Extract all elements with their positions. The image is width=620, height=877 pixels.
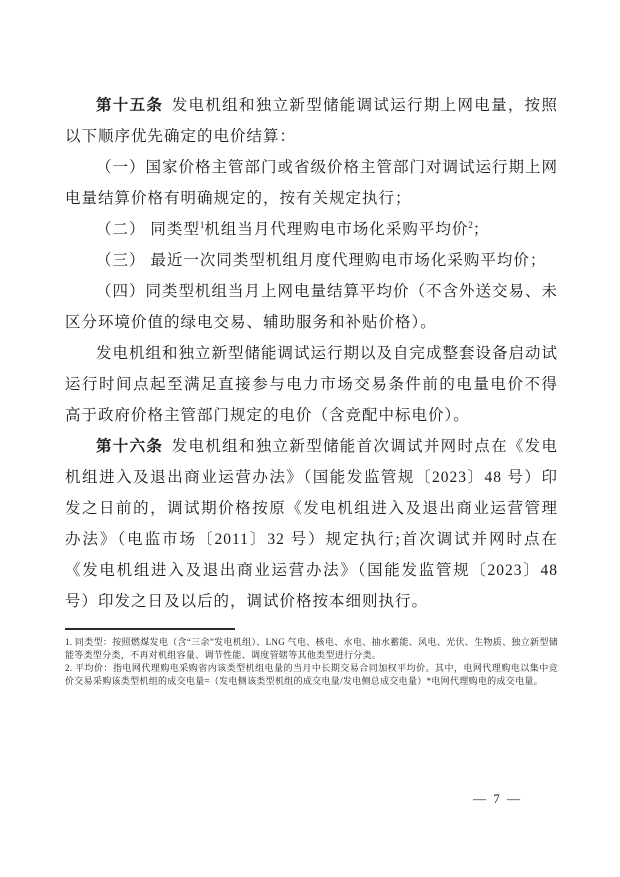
paragraph-text: ； [472, 221, 490, 238]
article-number: 第十六条 [96, 438, 164, 455]
footnote: 1. 同类型：按照燃煤发电（含“三余”发电机组）、LNG 气电、核电、水电、抽水蓄能、风电、光伏、生物质、独立新型储能等类型分类，不再对机组容量、调节性能、调度管辖等其他类型进行分类。 [65, 637, 558, 660]
paragraph [65, 276, 558, 338]
paragraph [65, 431, 558, 617]
paragraph-text: （一）国家价格主管部门或省级价格主管部门对调试运行期上网电量结算价格有明确规定的，按有关规定执行； [65, 159, 559, 207]
paragraph-text: （二） 同类型 [96, 221, 200, 238]
footnotes [65, 636, 558, 688]
paragraph-text: 发电机组和独立新型储能调试运行期上网电量，按照以下顺序优先确定的电价结算： [65, 97, 558, 145]
article-number: 第十五条 [96, 97, 164, 114]
paragraph [65, 338, 558, 431]
footnote-ref: 1 [199, 219, 205, 230]
paragraph [65, 214, 558, 245]
page-number: — 7 — [473, 791, 522, 806]
paragraph [65, 152, 558, 214]
footnote: 2. 平均价：指电网代理购电采购省内该类型机组电量的当月中长期交易合同加权平均价。其中，电网代理购电以集中竞价交易采购该类型机组的成交电量=（发电侧该类型机组的成交电量/发电侧总成交电量）*电网代理购电的成交电量。 [65, 663, 558, 686]
paragraph [65, 90, 558, 152]
paragraph-text: （三） 最近一次同类型机组月度代理购电市场化采购平均价； [96, 252, 547, 269]
paragraph-text: 发电机组和独立新型储能首次调试并网时点在《发电机组进入及退出商业运营办法》（国能发监管规〔2023〕48 号）印发之日前的，调试期价格按原《发电机组进入及退出商业运营管理办法》（电监市场〔2011〕32 号）规定执行;首次调试并网时点在《发电机组进入及退出商业运营办法》（国能发监管规〔2023〕48 号）印发之日及以后的，调试价格按本细则执行。 [65, 438, 558, 610]
paragraph-text: 发电机组和独立新型储能调试运行期以及自完成整套设备启动试运行时间点起至满足直接参与电力市场交易条件前的电量电价不得高于政府价格主管部门规定的电价（含竞配中标电价）。 [65, 345, 559, 424]
paragraph-text: 机组当月代理购电市场化采购平均价 [204, 221, 469, 238]
footnote-ref: 2 [468, 219, 473, 230]
paragraph [65, 245, 558, 276]
paragraph-text: （四）同类型机组当月上网电量结算平均价（不含外送交易、未区分环境价值的绿电交易、辅助服务和补贴价格）。 [65, 283, 559, 331]
body-paragraphs [65, 90, 558, 617]
footnote-divider [65, 628, 235, 630]
